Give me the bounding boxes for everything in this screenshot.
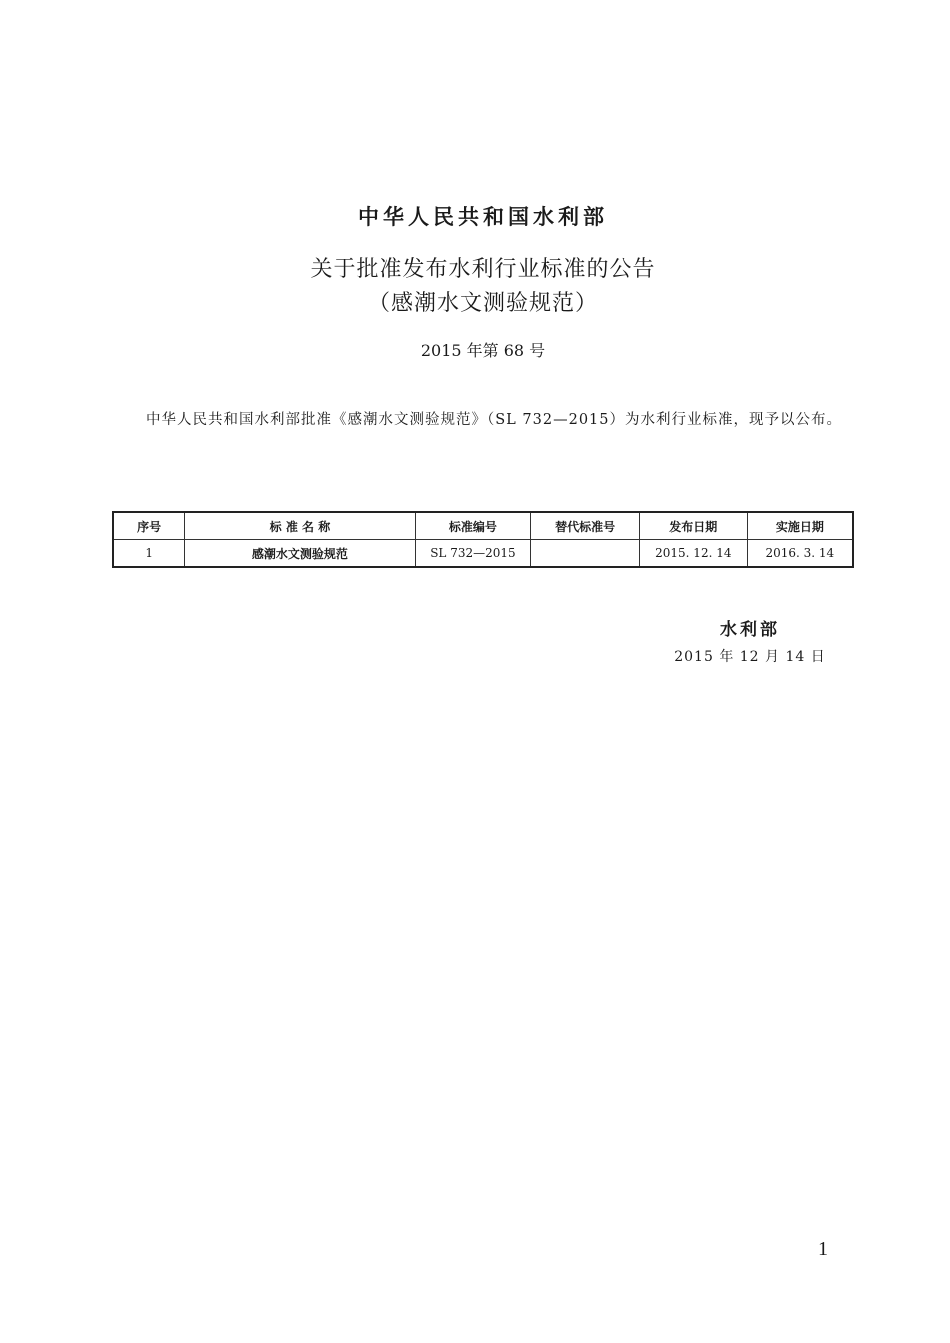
page-number: 1 xyxy=(818,1238,828,1260)
table-row xyxy=(113,540,853,568)
notice-number: 2015 年第 68 号 xyxy=(420,341,546,360)
document-title: 关于批准发布水利行业标准的公告 xyxy=(310,257,656,282)
header-replaced-code: 替代标准号 xyxy=(531,512,640,540)
standards-table xyxy=(112,511,854,568)
cell-effective-date: 2016. 3. 14 xyxy=(747,540,853,568)
cell-standard-name: 感潮水文测验规范 xyxy=(185,540,415,568)
header-issue-date: 发布日期 xyxy=(639,512,747,540)
document-subtitle: （感潮水文测验规范） xyxy=(367,291,598,316)
cell-issue-date: 2015. 12. 14 xyxy=(639,540,747,568)
ministry-name: 中华人民共和国水利部 xyxy=(358,204,608,229)
cell-replaced-code xyxy=(531,540,640,568)
cell-standard-code: SL 732—2015 xyxy=(415,540,531,568)
header-serial: 序号 xyxy=(113,512,185,540)
header-standard-name: 标 准 名 称 xyxy=(185,512,415,540)
header-standard-code: 标准编号 xyxy=(415,512,531,540)
body-paragraph: 中华人民共和国水利部批准《感潮水文测验规范》（SL 732—2015）为水利行业标准，现予以公布。 xyxy=(146,412,842,428)
signature-date: 2015 年 12 月 14 日 xyxy=(674,649,826,665)
table-header-row xyxy=(113,512,853,540)
signer: 水利部 xyxy=(720,620,780,640)
header-effective-date: 实施日期 xyxy=(747,512,853,540)
cell-serial: 1 xyxy=(113,540,185,568)
